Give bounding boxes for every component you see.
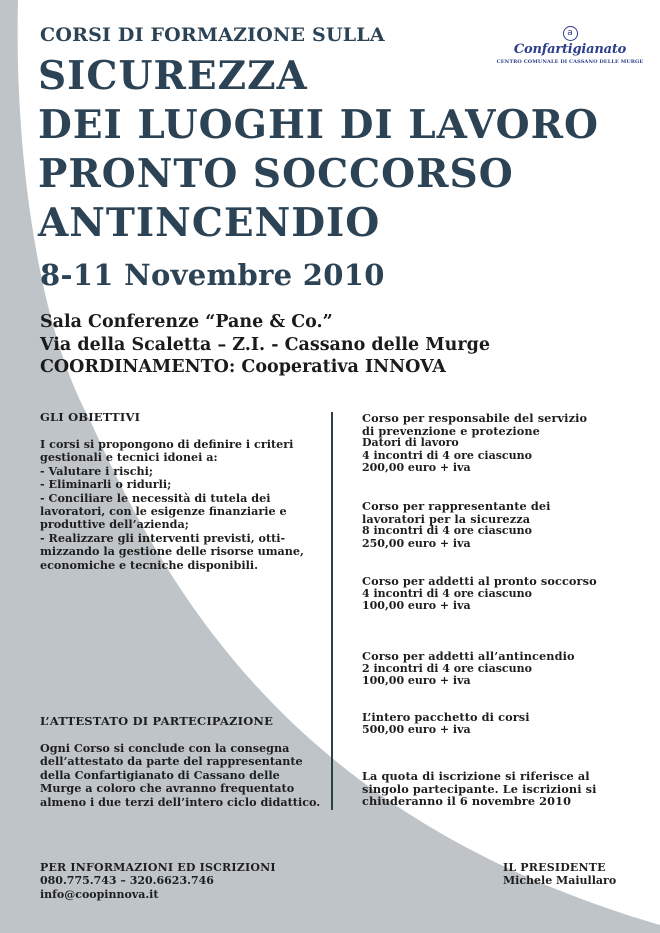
objectives-heading: GLI OBIETTIVI: [40, 410, 141, 424]
text-line: mizzando la gestione delle risorse umane,: [40, 544, 304, 559]
course-detail: 4 incontri di 4 ore ciascuno: [362, 586, 532, 600]
at-sign-icon: a: [563, 26, 578, 41]
objectives-text: [40, 438, 330, 572]
text-line: lavoratori, con le esigenze finanziarie e: [40, 504, 287, 519]
course-title: Corso per addetti al pronto soccorso: [362, 574, 597, 588]
column-divider: [331, 412, 333, 810]
certificate-heading: L’ATTESTATO DI PARTECIPAZIONE: [40, 714, 274, 728]
logo-subtitle: CENTRO COMUNALE DI CASSANO DELLE MURGE: [496, 59, 644, 65]
course-title: lavoratori per la sicurezza: [362, 511, 531, 526]
title-line: DEI LUOGHI DI LAVORO: [38, 102, 600, 148]
course-detail: 2 incontri di 4 ore ciascuno: [362, 661, 532, 675]
phone-numbers: 080.775.743 – 320.6623.746: [40, 874, 214, 887]
text-line: economiche e tecniche disponibili.: [40, 557, 258, 572]
text-line: produttive dell’azienda;: [40, 517, 189, 532]
course-price: 100,00 euro + iva: [362, 599, 471, 612]
contact-info: [40, 861, 276, 901]
package-price: 500,00 euro + iva: [362, 722, 471, 736]
note-line: chiuderanno il 6 novembre 2010: [362, 794, 572, 808]
certificate-section: [40, 714, 340, 809]
objectives-section: [40, 410, 330, 572]
text-line: - Conciliare le necessità di tutela dei: [40, 490, 271, 505]
registration-note: [362, 770, 596, 808]
president-signature: [503, 861, 616, 888]
venue-line: Sala Conferenze “Pane & Co.”: [40, 312, 333, 332]
venue-line: COORDINAMENTO: Cooperativa INNOVA: [40, 357, 446, 377]
text-line: della Confartigianato di Cassano delle: [40, 767, 280, 782]
note-line: singolo partecipante. Le iscrizioni si: [362, 781, 597, 796]
logo-name: Confartigianato: [513, 42, 627, 57]
president-heading: IL PRESIDENTE: [503, 861, 606, 874]
course-price: 250,00 euro + iva: [362, 536, 471, 550]
main-title: [38, 52, 599, 248]
text-line: - Valutare i rischi;: [40, 463, 154, 478]
text-line: I corsi si propongono di definire i criteri: [40, 437, 294, 451]
course-detail: 4 incontri di 4 ore ciascuno: [362, 448, 532, 462]
course-price: 100,00 euro + iva: [362, 674, 471, 687]
title-line: PRONTO SOCCORSO: [38, 151, 514, 197]
course-detail: Datori di lavoro: [362, 436, 459, 449]
course-detail: 8 incontri di 4 ore ciascuno: [362, 524, 532, 537]
title-line: ANTINCENDIO: [38, 200, 381, 246]
text-line: dell’attestato da parte del rappresentante: [40, 754, 303, 769]
course-title: Corso per responsabile del servizio: [362, 411, 588, 425]
package-title: L’intero pacchetto di corsi: [362, 710, 530, 724]
course-title: di prevenzione e protezione: [362, 423, 540, 438]
course-title: Corso per addetti all’antincendio: [362, 649, 575, 663]
text-line: almeno i due terzi dell’intero ciclo didattico.: [40, 794, 321, 809]
email-link[interactable]: info@coopinnova.it: [40, 887, 159, 901]
course-price: 200,00 euro + iva: [362, 461, 471, 474]
course-item: [362, 500, 551, 550]
course-item: [362, 650, 575, 688]
title-line: SICUREZZA: [38, 53, 308, 99]
pre-title: CORSI DI FORMAZIONE SULLA: [40, 24, 385, 46]
text-line: - Realizzare gli interventi previsti, otti-: [40, 530, 286, 545]
contact-heading: PER INFORMAZIONI ED ISCRIZIONI: [40, 861, 276, 874]
certificate-text: [40, 742, 340, 809]
venue-info: [40, 311, 490, 379]
note-line: La quota di iscrizione si riferisce al: [362, 769, 590, 783]
course-item: [362, 412, 587, 475]
text-line: Murge a coloro che avranno frequentato: [40, 781, 295, 796]
text-line: gestionali e tecnici idonei a:: [40, 450, 218, 465]
president-name: Michele Maiullaro: [503, 874, 617, 887]
venue-line: Via della Scaletta – Z.I. - Cassano delle Murge: [40, 334, 490, 355]
text-line: Ogni Corso si conclude con la consegna: [40, 741, 290, 755]
confartigianato-logo: [495, 26, 645, 65]
package-offer: [362, 711, 530, 736]
text-line: - Eliminarli o ridurli;: [40, 477, 172, 492]
course-item: [362, 575, 597, 613]
event-date: 8-11 Novembre 2010: [40, 258, 385, 292]
course-title: Corso per rappresentante dei: [362, 499, 551, 513]
